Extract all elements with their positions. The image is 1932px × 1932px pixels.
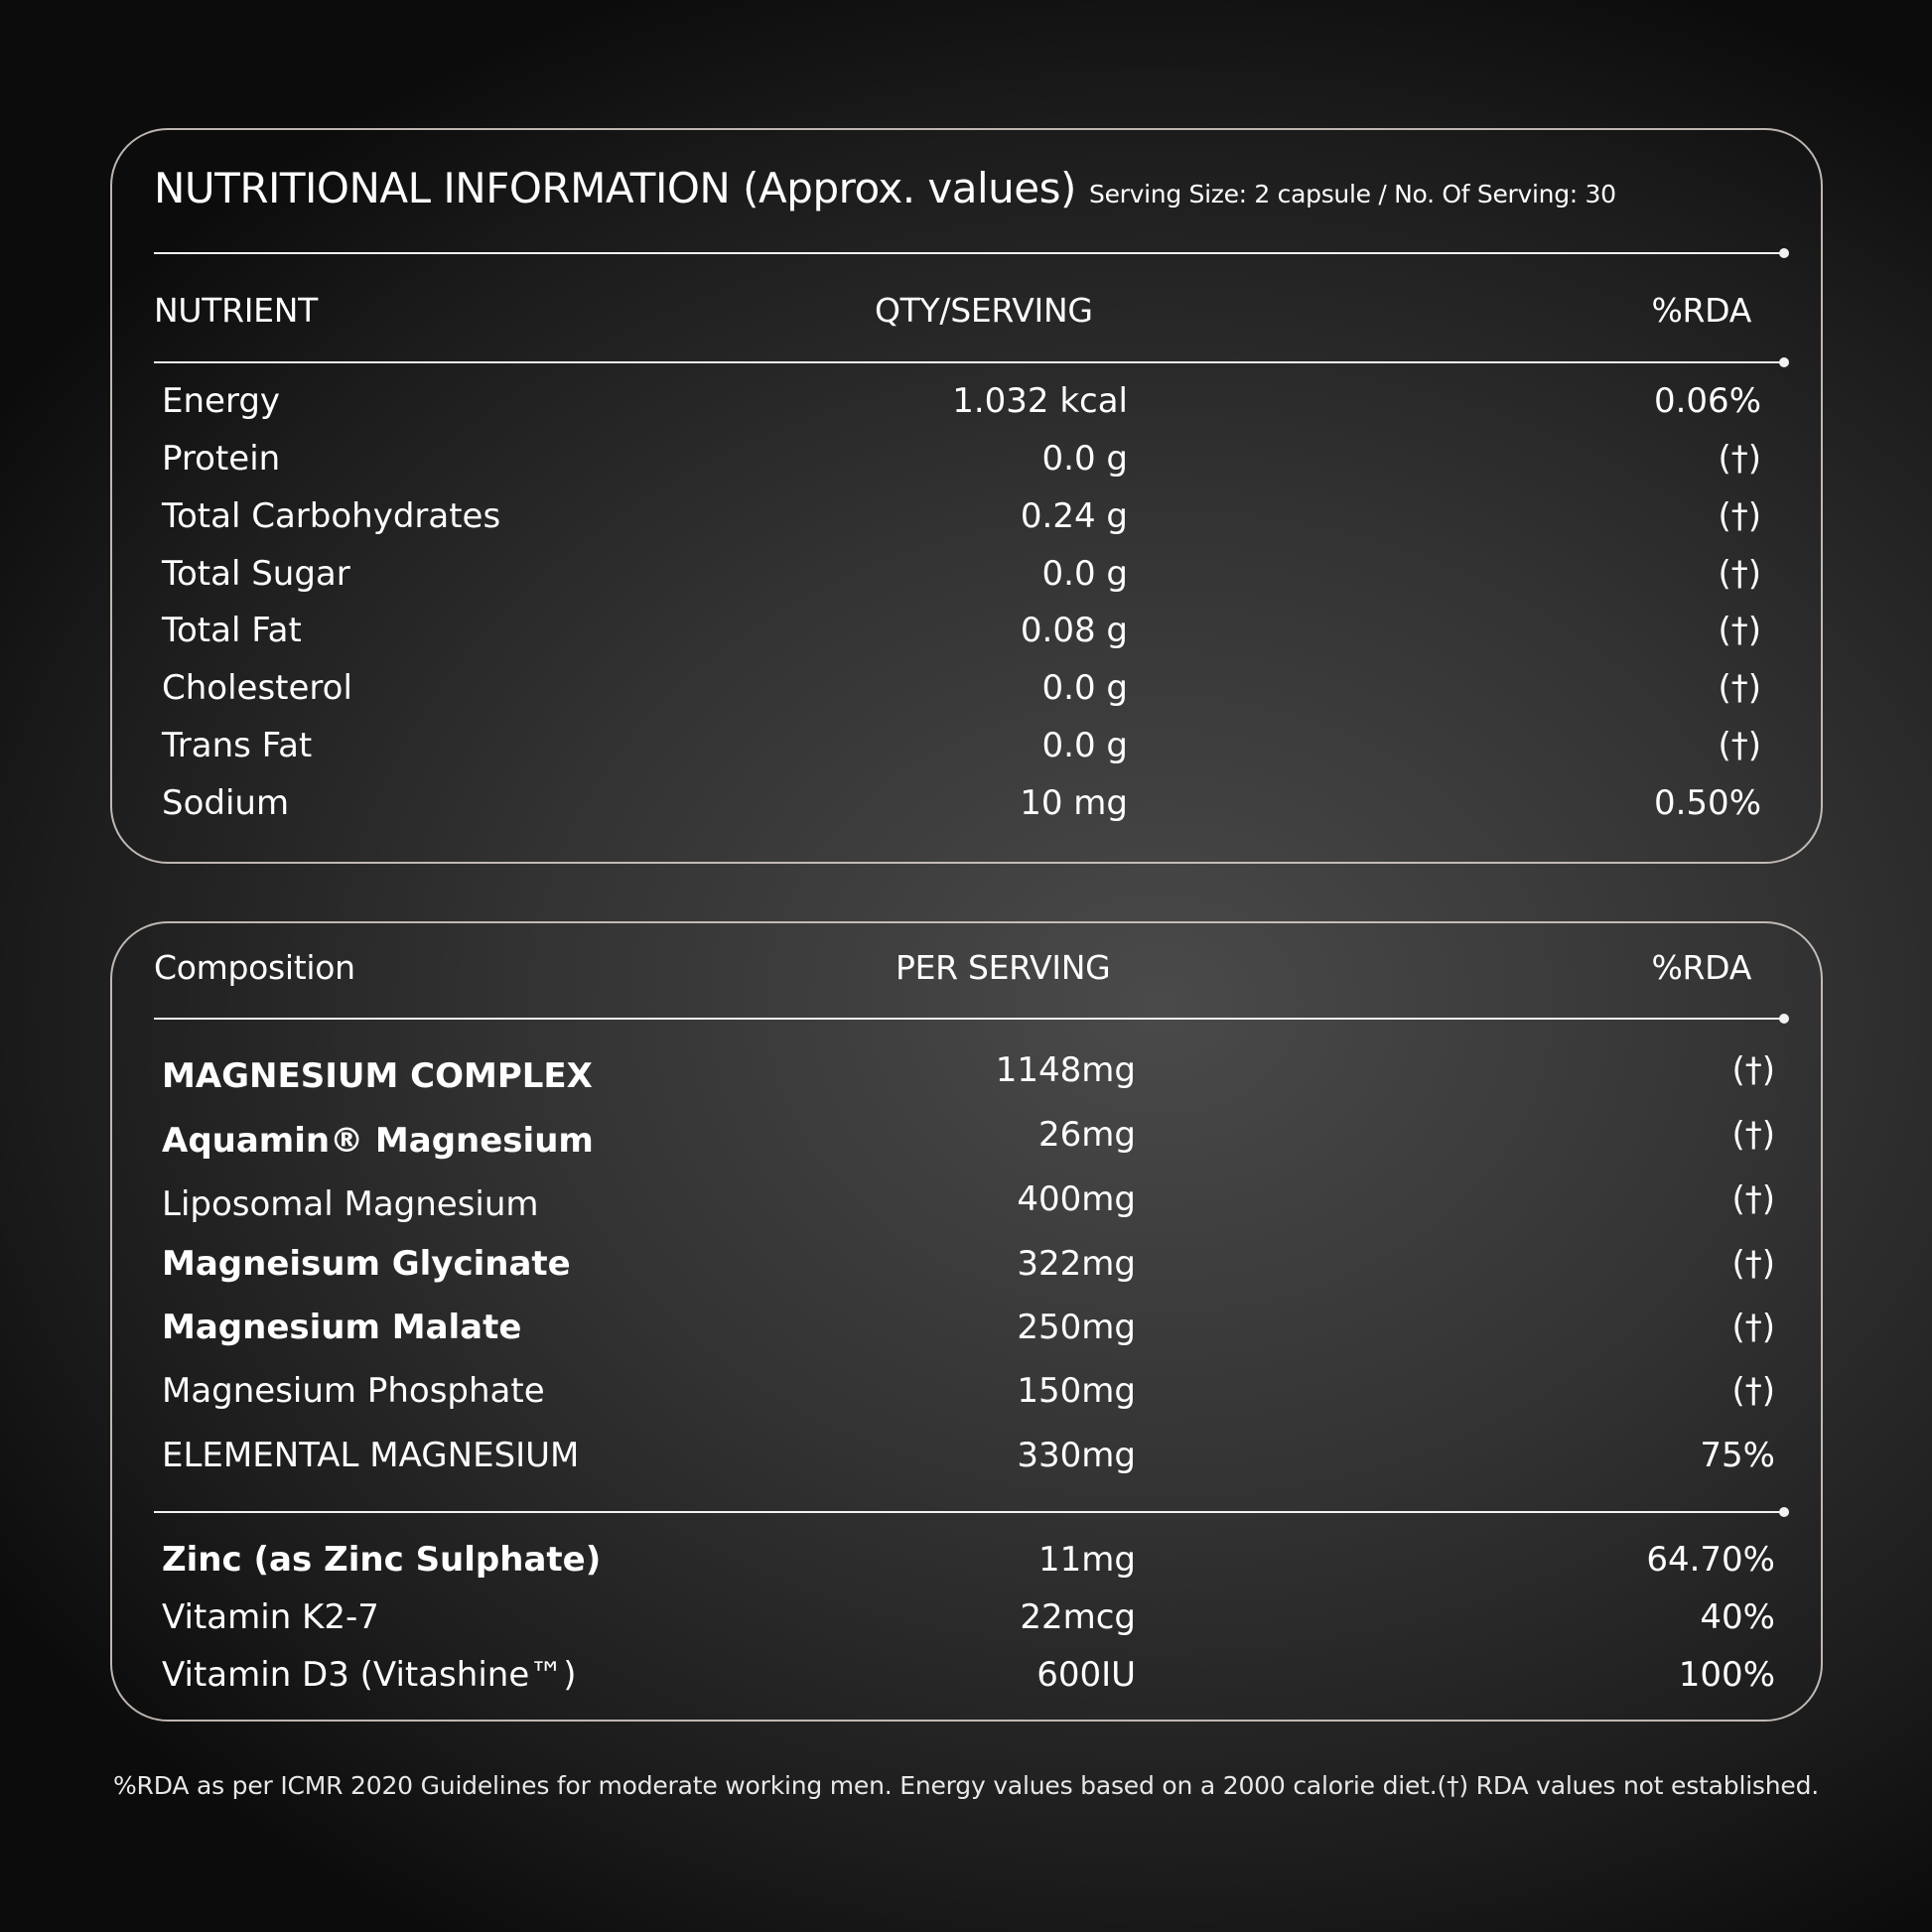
nutrient-rda: 0.06% (1653, 381, 1761, 421)
nutrient-rda: (†) (1718, 554, 1761, 594)
ingredient-name: Vitamin D3 (Vitashine™) (162, 1655, 577, 1695)
table-row (112, 1436, 1821, 1485)
serving-info: Serving Size: 2 capsule / No. Of Serving: 30 (1089, 180, 1616, 208)
ingredient-rda: 100% (1678, 1655, 1775, 1695)
nutrient-qty: 10 mg (1020, 783, 1128, 823)
ingredient-rda: (†) (1731, 1244, 1775, 1284)
nutrition-title-row (154, 164, 1616, 212)
divider (154, 252, 1785, 254)
table-row (112, 1597, 1821, 1647)
ingredient-qty: 11mg (1038, 1540, 1136, 1580)
composition-panel (110, 921, 1823, 1722)
ingredient-name: Magneisum Glycinate (162, 1244, 571, 1284)
ingredient-rda: (†) (1731, 1308, 1775, 1347)
nutrient-qty: 0.0 g (1041, 726, 1128, 765)
ingredient-rda: 64.70% (1646, 1540, 1775, 1580)
nutrient-name: Total Fat (162, 611, 302, 650)
table-row (112, 554, 1821, 604)
ingredient-rda: 40% (1700, 1597, 1775, 1637)
header-rda: %RDA (1651, 291, 1751, 330)
nutrient-name: Cholesterol (162, 668, 352, 708)
header-per-serving: PER SERVING (896, 948, 1111, 987)
nutrition-panel (110, 128, 1823, 864)
ingredient-qty: 150mg (1017, 1371, 1136, 1411)
table-row (112, 611, 1821, 660)
nutrient-name: Energy (162, 381, 281, 421)
nutrient-qty: 0.08 g (1020, 611, 1128, 650)
ingredient-name: Vitamin K2-7 (162, 1597, 379, 1637)
nutrient-name: Total Sugar (162, 554, 350, 594)
ingredient-qty: 322mg (1017, 1244, 1136, 1284)
nutrient-name: Total Carbohydrates (162, 496, 501, 536)
nutrient-name: Trans Fat (162, 726, 313, 765)
divider (154, 1511, 1785, 1513)
nutrient-rda: (†) (1718, 611, 1761, 650)
table-row (112, 1179, 1821, 1229)
ingredient-name: ELEMENTAL MAGNESIUM (162, 1436, 580, 1475)
table-row (112, 726, 1821, 775)
ingredient-rda: (†) (1731, 1050, 1775, 1090)
table-row (112, 1244, 1821, 1294)
divider (154, 1018, 1785, 1020)
nutrient-rda: (†) (1718, 496, 1761, 536)
ingredient-name: MAGNESIUM COMPLEX (162, 1056, 593, 1096)
header-rda: %RDA (1651, 948, 1751, 987)
table-row (112, 1655, 1821, 1705)
ingredient-name: Liposomal Magnesium (162, 1184, 539, 1224)
table-row (112, 668, 1821, 718)
nutrition-title: NUTRITIONAL INFORMATION (Approx. values) (154, 164, 1076, 212)
table-row (112, 1308, 1821, 1357)
nutrient-rda: (†) (1718, 668, 1761, 708)
table-row (112, 439, 1821, 488)
header-qty-serving: QTY/SERVING (875, 291, 1093, 330)
ingredient-name: Zinc (as Zinc Sulphate) (162, 1540, 602, 1580)
table-row (112, 1371, 1821, 1421)
nutrient-qty: 0.0 g (1041, 439, 1128, 479)
nutrient-rda: (†) (1718, 439, 1761, 479)
nutrient-qty: 0.24 g (1020, 496, 1128, 536)
nutrient-name: Sodium (162, 783, 290, 823)
ingredient-rda: (†) (1731, 1115, 1775, 1155)
header-nutrient: NUTRIENT (154, 291, 318, 330)
ingredient-name: Magnesium Phosphate (162, 1371, 545, 1411)
nutrient-rda: 0.50% (1653, 783, 1761, 823)
table-row (112, 496, 1821, 546)
header-composition: Composition (154, 948, 355, 987)
ingredient-qty: 400mg (1017, 1179, 1136, 1219)
ingredient-qty: 1148mg (995, 1050, 1136, 1090)
nutrient-rda: (†) (1718, 726, 1761, 765)
footnote: %RDA as per ICMR 2020 Guidelines for moderate working men. Energy values based on a 2000 calorie diet.(†) RDA values not established. (112, 1771, 1820, 1800)
ingredient-rda: (†) (1731, 1371, 1775, 1411)
ingredient-qty: 600IU (1036, 1655, 1136, 1695)
table-row (112, 783, 1821, 833)
nutrient-qty: 0.0 g (1041, 554, 1128, 594)
ingredient-rda: (†) (1731, 1179, 1775, 1219)
table-row (112, 1115, 1821, 1165)
ingredient-rda: 75% (1700, 1436, 1775, 1475)
ingredient-qty: 22mcg (1020, 1597, 1136, 1637)
nutrient-qty: 0.0 g (1041, 668, 1128, 708)
nutrient-name: Protein (162, 439, 281, 479)
table-row (112, 1050, 1821, 1100)
nutrient-qty: 1.032 kcal (952, 381, 1128, 421)
ingredient-qty: 26mg (1038, 1115, 1136, 1155)
table-row (112, 1540, 1821, 1589)
ingredient-name: Magnesium Malate (162, 1308, 522, 1347)
ingredient-name: Aquamin® Magnesium (162, 1121, 594, 1161)
table-row (112, 381, 1821, 431)
ingredient-qty: 330mg (1017, 1436, 1136, 1475)
divider (154, 361, 1785, 363)
ingredient-qty: 250mg (1017, 1308, 1136, 1347)
